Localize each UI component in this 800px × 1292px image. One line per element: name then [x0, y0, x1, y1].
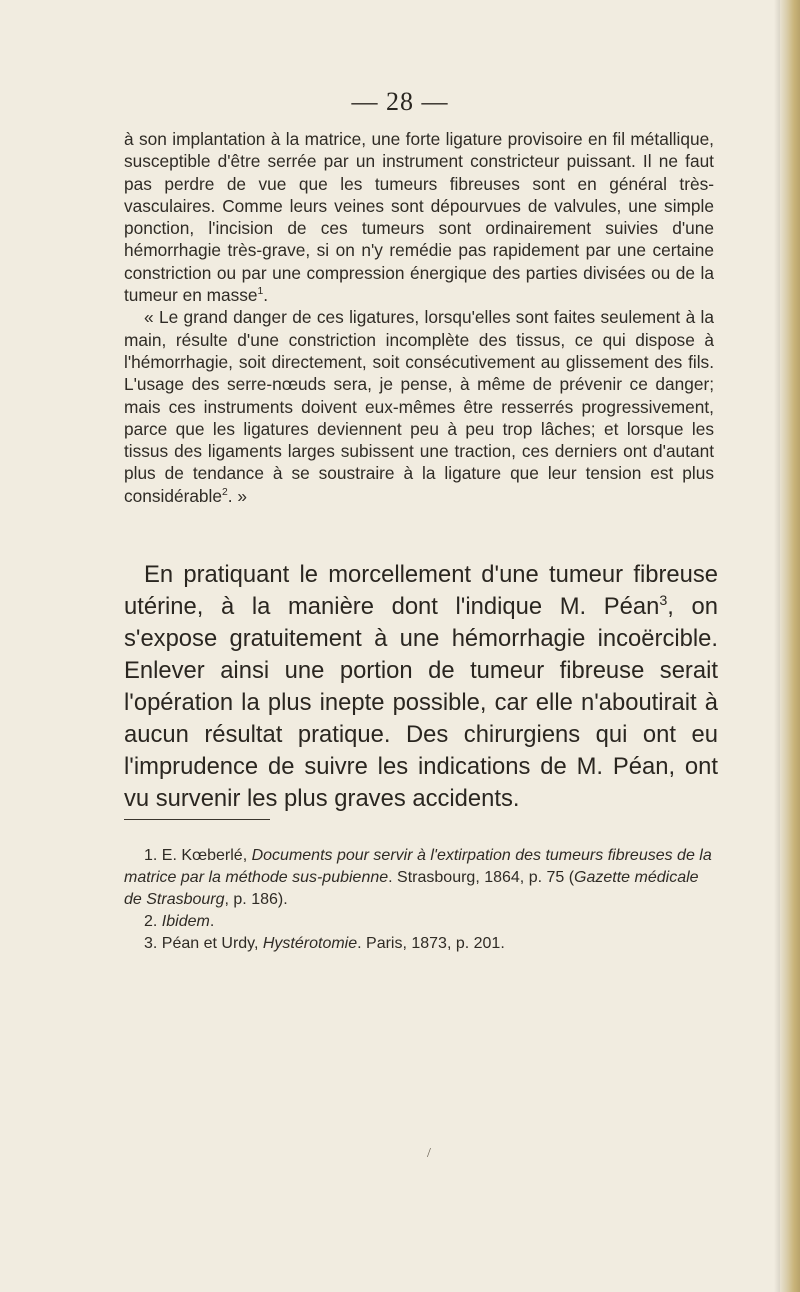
quote-paragraph-2 — [124, 306, 714, 507]
main-paragraph-part-2: , on s'expose gratuitement à une hémorrhagie incoërcible. Enlever ainsi une portion de tumeur fibreuse serait l'opération la plus inepte possible, car elle n'aboutirait à aucun résultat pratique. Des chirurgiens qui ont eu l'imprudence de suivre les indications de M. Péan, ont vu survenir les plus graves accidents. — [124, 593, 718, 812]
page-edge — [780, 0, 800, 1292]
main-text — [124, 559, 718, 815]
quote-paragraph-1-end: . — [263, 285, 269, 306]
footnote-3-end: . Paris, 1873, p. 201. — [357, 935, 505, 952]
main-paragraph-part-1: En pratiquant le morcellement d'une tumeur fibreuse utérine, à la manière dont l'indique M. Péan — [124, 561, 718, 620]
footnote-3 — [124, 933, 720, 955]
footnote-ref-1[interactable]: 1 — [257, 286, 264, 298]
footnote-1-mid: . Strasbourg, 1864, p. 75 ( — [388, 869, 575, 886]
footnote-2-text: Ibidem — [161, 913, 210, 930]
footnote-1-journal: Gazette médicale de Strasbourg — [124, 869, 699, 908]
footnote-1-title: Documents pour servir à l'extirpation des tumeurs fibreuses de la matrice par la méthode sus-pubienne — [124, 847, 712, 886]
quoted-passage — [124, 128, 714, 507]
footnote-1-prefix: 1. E. Kœberlé, — [144, 847, 252, 864]
footnote-divider — [124, 819, 270, 820]
main-paragraph — [124, 559, 718, 815]
footnotes — [124, 845, 720, 955]
quote-paragraph-2-end: . » — [227, 485, 247, 506]
footnote-2 — [124, 911, 720, 933]
footnote-2-end: . — [209, 913, 215, 930]
footnote-2-prefix: 2. — [144, 913, 162, 930]
footnote-3-prefix: 3. Péan et Urdy, — [144, 935, 263, 952]
footnote-3-title: Hystérotomie — [262, 935, 358, 952]
footnote-1 — [124, 845, 720, 911]
page-number: — 28 — — [351, 87, 449, 116]
stray-mark: / — [427, 1146, 431, 1161]
footnote-1-end: , p. 186). — [224, 891, 288, 908]
quote-paragraph-1 — [124, 128, 714, 306]
footnote-ref-2[interactable]: 2 — [222, 486, 228, 498]
quote-paragraph-1-text: à son implantation à la matrice, une forte ligature provisoire en fil métallique, susceptible d'être serrée par un instrument constricteur puissant. Il ne faut pas perdre de vue que les tumeurs fibreuses sont en général très-vasculaires. Comme leurs veines sont dépourvues de valvules, une simple ponction, l'incision de ces tumeurs sont ordinairement suivies d'une hémorrhagie très-grave, si on n'y remédie pas rapidement par une certaine constriction ou par une compression énergique des parties divisées ou de la tumeur en masse — [124, 129, 714, 306]
quote-paragraph-2-text: « Le grand danger de ces ligatures, lorsqu'elles sont faites seulement à la main, résulte d'une constriction incomplète des tissus, ce qui dispose à l'hémorrhagie, soit directement, soit consécutivement au glissement des fils. L'usage des serre-nœuds sera, je pense, à même de prévenir ce danger; mais ces instruments doivent eux-mêmes être resserrés progressivement, parce que les ligatures deviennent peu à peu trop lâches; et lorsque les tissus des ligaments larges subissent une traction, ces derniers ont d'autant plus de tendance à se soustraire à la ligature que leur tension est plus considérable — [124, 307, 714, 506]
footnote-ref-3[interactable]: 3 — [659, 593, 668, 610]
